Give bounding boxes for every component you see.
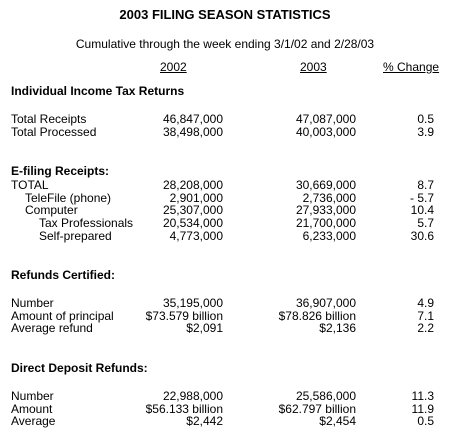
table-row bbox=[11, 322, 441, 335]
table-row bbox=[11, 403, 441, 416]
row-label: TOTAL bbox=[11, 178, 49, 193]
table-row bbox=[11, 179, 441, 192]
value-2003: $62.797 billion bbox=[278, 401, 356, 416]
value-2003: 6,233,000 bbox=[302, 228, 356, 243]
value-pct-change: - 5.7 bbox=[409, 190, 434, 205]
value-2002: $2,442 bbox=[186, 414, 223, 429]
page-title: 2003 FILING SEASON STATISTICS bbox=[119, 7, 331, 22]
column-header-2003: 2003 bbox=[300, 60, 327, 74]
row-label: Total Receipts bbox=[11, 112, 87, 126]
value-2003: 36,907,000 bbox=[295, 296, 356, 311]
value-pct-change: 2.2 bbox=[417, 321, 434, 336]
value-2002: 46,847,000 bbox=[162, 112, 223, 126]
column-header-2002: 2002 bbox=[160, 60, 187, 74]
value-2002: $56.133 billion bbox=[145, 401, 223, 416]
value-pct-change: 8.7 bbox=[417, 178, 434, 193]
section-individual-returns bbox=[11, 84, 441, 138]
row-label: Computer bbox=[25, 203, 78, 218]
table-row bbox=[11, 390, 441, 403]
value-pct-change: 0.5 bbox=[417, 414, 434, 429]
table-row bbox=[11, 126, 441, 139]
value-pct-change: 11.9 bbox=[411, 401, 434, 416]
value-2002: 2,901,000 bbox=[169, 190, 223, 205]
value-2002: $2,091 bbox=[186, 321, 223, 336]
row-label: Amount of principal bbox=[11, 308, 114, 323]
value-2003: 25,586,000 bbox=[295, 388, 356, 403]
section-efiling-receipts bbox=[11, 164, 441, 242]
row-label: Average refund bbox=[11, 321, 93, 336]
section-refunds-certified bbox=[11, 268, 441, 335]
table-row bbox=[11, 297, 441, 310]
row-label: Average bbox=[11, 414, 56, 429]
value-pct-change: 11.3 bbox=[411, 388, 434, 403]
row-label: Total Processed bbox=[11, 124, 97, 139]
table-row bbox=[11, 230, 441, 243]
value-2003: 47,087,000 bbox=[295, 112, 356, 126]
row-label: TeleFile (phone) bbox=[25, 190, 112, 205]
value-2003: $2,454 bbox=[319, 414, 356, 429]
row-label: Amount bbox=[11, 401, 53, 416]
section-title: Refunds Certified: bbox=[11, 268, 116, 283]
row-label: Tax Professionals bbox=[39, 215, 134, 230]
value-pct-change: 30.6 bbox=[410, 228, 434, 243]
value-pct-change: 5.7 bbox=[417, 215, 434, 230]
value-2003: 27,933,000 bbox=[295, 203, 356, 218]
value-pct-change: 10.4 bbox=[410, 203, 434, 218]
value-2003: 2,736,000 bbox=[302, 190, 356, 205]
value-2002: 4,773,000 bbox=[169, 228, 223, 243]
value-2002: 25,307,000 bbox=[162, 203, 223, 218]
value-2002: 38,498,000 bbox=[162, 124, 223, 139]
table-row bbox=[11, 113, 441, 126]
statistics-table bbox=[11, 84, 441, 428]
row-label: Number bbox=[11, 296, 54, 311]
value-2003: $2,136 bbox=[319, 321, 356, 336]
section-title: E-filing Receipts: bbox=[11, 164, 110, 179]
page-subtitle: Cumulative through the week ending 3/1/02 and 2/28/03 bbox=[75, 37, 375, 51]
value-pct-change: 3.9 bbox=[417, 124, 434, 139]
value-2002: 22,988,000 bbox=[162, 388, 223, 403]
value-2002: 35,195,000 bbox=[162, 296, 223, 311]
value-2002: $73.579 billion bbox=[145, 308, 223, 323]
table-row bbox=[11, 217, 441, 230]
section-direct-deposit-refunds bbox=[11, 361, 441, 428]
value-2003: 40,003,000 bbox=[295, 124, 356, 139]
value-pct-change: 7.1 bbox=[417, 308, 434, 323]
value-pct-change: 0.5 bbox=[417, 112, 434, 126]
row-label: Self-prepared bbox=[39, 228, 112, 243]
column-header-pct-change: % Change bbox=[383, 60, 440, 74]
row-label: Number bbox=[11, 388, 54, 403]
section-title: Individual Income Tax Returns bbox=[11, 84, 185, 98]
table-row bbox=[11, 415, 441, 428]
value-2002: 20,534,000 bbox=[162, 215, 223, 230]
value-2003: 21,700,000 bbox=[295, 215, 356, 230]
value-2003: 30,669,000 bbox=[295, 178, 356, 193]
value-2002: 28,208,000 bbox=[162, 178, 223, 193]
value-2003: $78.826 billion bbox=[278, 308, 356, 323]
section-title: Direct Deposit Refunds: bbox=[11, 360, 148, 375]
value-pct-change: 4.9 bbox=[417, 296, 434, 311]
